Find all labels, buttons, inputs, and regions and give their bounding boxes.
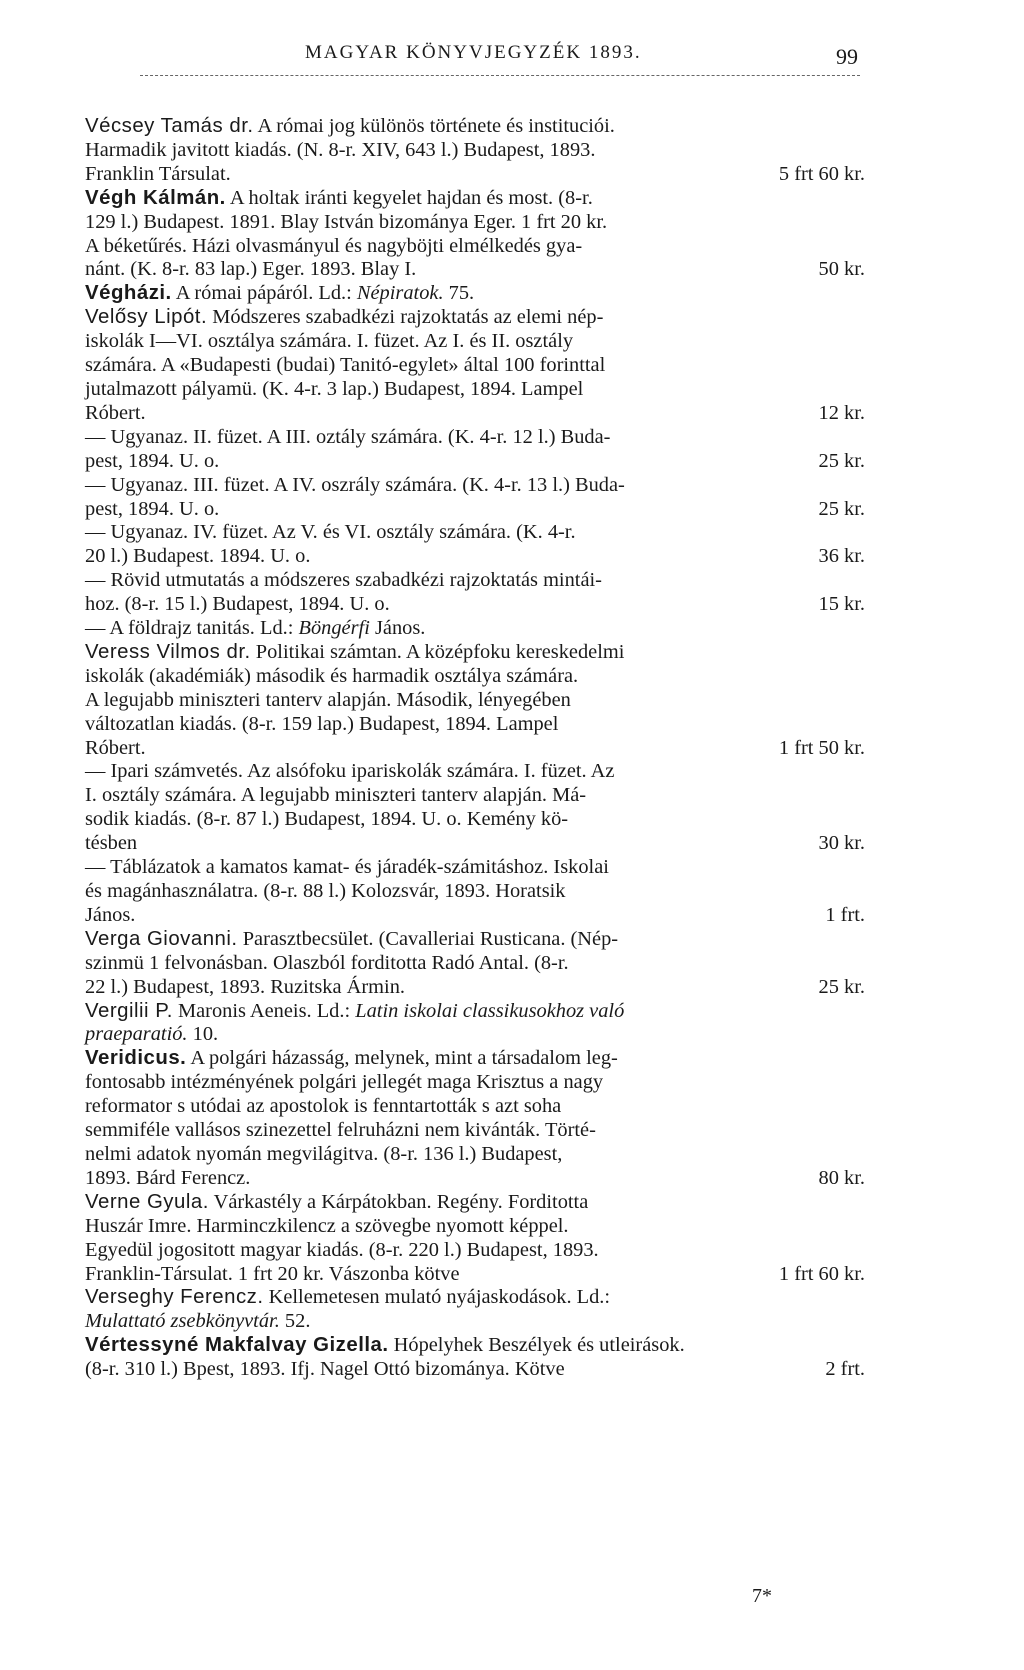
entry-text-tail: János. [369, 617, 426, 640]
entry-text: A római pápáról. Ld.: [171, 282, 357, 305]
entry-text-tail: 10. [187, 1023, 219, 1046]
text-line [85, 1191, 865, 1215]
entry-text: A polgári házasság, melynek, mint a társadalom leg- [186, 1047, 618, 1070]
text-line [85, 378, 865, 402]
text-line [85, 258, 865, 282]
entry-price: 30 kr. [818, 832, 865, 855]
entry-text: Politikai számtan. A középfoku kereskedelmi [250, 640, 625, 663]
text-line [85, 1143, 865, 1167]
text-line [85, 1023, 865, 1047]
signature-mark: 7* [752, 1585, 772, 1607]
text-line [85, 1358, 865, 1382]
entry-price: 36 kr. [818, 545, 865, 568]
text-line [85, 163, 865, 187]
text-line [85, 426, 865, 450]
entry-price: 2 frt. [825, 1358, 865, 1381]
entry-text: Hópelyhek Beszélyek és utleirások. [388, 1334, 685, 1357]
entry-author: Végh Kálmán. [85, 186, 226, 209]
text-line [85, 713, 865, 737]
entry-price: 25 kr. [818, 497, 865, 520]
text-line [85, 139, 865, 163]
text-line [85, 593, 865, 617]
entry-text: Franklin Társulat. [85, 162, 231, 185]
entry-reference: Mulattató zsebkönyvtár. [85, 1310, 280, 1333]
entry-reference: Népiratok. [356, 282, 444, 305]
entry-text: változatlan kiadás. (8-r. 159 lap.) Budapest, 1894. Lampel [85, 712, 559, 735]
entry-author: Vécsey Tamás dr. [85, 115, 254, 137]
entry-reference: praeparatió. [85, 1023, 188, 1046]
entry-reference: Böngérfi [298, 617, 370, 640]
text-line [85, 1047, 865, 1071]
text-line [85, 330, 865, 354]
entry-text: Parasztbecsület. (Cavalleriai Rusticana. (Nép- [237, 927, 619, 950]
entry-text: Róbert. [85, 736, 146, 759]
header-title: MAGYAR KÖNYVJEGYZÉK 1893. [305, 42, 642, 63]
entry-text: pest, 1894. U. o. [85, 497, 220, 520]
entry-text: I. osztály számára. A legujabb miniszteri tanterv alapján. Má- [85, 784, 587, 807]
entry-text: Franklin-Társulat. 1 frt 20 kr. Vászonba kötve [85, 1262, 460, 1285]
text-line [85, 689, 865, 713]
entry-price: 5 frt 60 kr. [778, 162, 865, 185]
entry-text: János. [85, 903, 136, 926]
entry-text: A római jog különös története és instituciói. [253, 115, 615, 137]
entry-text: hoz. (8-r. 15 l.) Budapest, 1894. U. o. [85, 593, 390, 616]
text-line [85, 115, 865, 139]
entry-text: fontosabb intézményének polgári jellegét maga Krisztus a nagy [85, 1071, 604, 1094]
text-line [85, 1000, 865, 1024]
text-line [85, 880, 865, 904]
entry-text: 22 l.) Budapest, 1893. Ruzitska Ármin. [85, 975, 405, 998]
text-line [85, 952, 865, 976]
text-line [85, 856, 865, 880]
text-line [85, 569, 865, 593]
text-line [85, 1286, 865, 1310]
entry-text: A béketűrés. Házi olvasmányul és nagyböjti elmélkedés gya- [85, 234, 583, 257]
entry-text-tail: 52. [279, 1310, 311, 1333]
entry-text: (8-r. 310 l.) Bpest, 1893. Ifj. Nagel Ottó bizománya. Kötve [85, 1358, 565, 1381]
entry-text: 1893. Bárd Ferencz. [85, 1166, 251, 1189]
entry-text: — Ugyanaz. III. füzet. A IV. oszrály számára. (K. 4-r. 13 l.) Buda- [85, 473, 625, 496]
entry-text: nánt. (K. 8-r. 83 lap.) Eger. 1893. Blay I. [85, 258, 417, 281]
text-line [85, 521, 865, 545]
entry-price: 25 kr. [818, 449, 865, 472]
text-line [85, 474, 865, 498]
text-line [85, 1095, 865, 1119]
entry-text-tail: 75. [443, 282, 475, 305]
entry-price: 1 frt 50 kr. [778, 736, 865, 759]
entry-author: Verga Giovanni. [85, 927, 238, 950]
text-line [85, 187, 865, 211]
text-line [85, 617, 865, 641]
entry-text: Várkastély a Kárpátokban. Regény. Forditotta [208, 1190, 589, 1213]
text-line [85, 641, 865, 665]
text-line [85, 1215, 865, 1239]
entry-text: 20 l.) Budapest. 1894. U. o. [85, 545, 311, 568]
entry-text: Kellemetesen mulató nyájaskodások. Ld.: [263, 1286, 611, 1309]
entry-text: pest, 1894. U. o. [85, 449, 220, 472]
entry-price: 1 frt. [825, 903, 865, 926]
entry-text: Módszeres szabadkézi rajzoktatás az elemi nép- [207, 306, 604, 329]
entry-text: — Ugyanaz. II. füzet. A III. oztály számára. (K. 4-r. 12 l.) Buda- [85, 425, 611, 448]
entry-author: Vergilii P. [85, 999, 173, 1022]
entry-text: — Táblázatok a kamatos kamat- és járadék-számitáshoz. Iskolai [85, 856, 609, 879]
entry-text: nelmi adatok nyomán megvilágitva. (8-r. 136 l.) Budapest, [85, 1142, 563, 1165]
entry-text: — Rövid utmutatás a módszeres szabadkézi rajzoktatás mintái- [85, 569, 602, 592]
entry-price: 15 kr. [818, 593, 865, 616]
entry-text: Huszár Imre. Harminczkilencz a szövegbe nyomott képpel. [85, 1214, 569, 1237]
entry-text: szinmü 1 felvonásban. Olaszból forditotta Radó Antal. (8-r. [85, 951, 569, 974]
entry-text: jutalmazott pályamü. (K. 4-r. 3 lap.) Budapest, 1894. Lampel [85, 377, 584, 400]
entry-price: 50 kr. [818, 258, 865, 281]
text-line [85, 498, 865, 522]
text-line [85, 1334, 865, 1358]
entry-text: — Ipari számvetés. Az alsófoku ipariskolák számára. I. füzet. Az [85, 760, 615, 783]
text-line [85, 282, 865, 306]
text-line [85, 235, 865, 259]
entry-text: és magánhasználatra. (8-r. 88 l.) Kolozsvár, 1893. Horatsik [85, 880, 566, 902]
entry-text: iskolák I—VI. osztálya számára. I. füzet. Az I. és II. osztály [85, 330, 574, 353]
entry-price: 12 kr. [818, 401, 865, 424]
text-line [85, 402, 865, 426]
text-line [85, 450, 865, 474]
text-line [85, 832, 865, 856]
text-line [85, 784, 865, 808]
text-line [85, 1263, 865, 1287]
entry-reference: Latin iskolai classikusokhoz való [355, 999, 625, 1022]
entry-author: Végházi. [85, 282, 172, 305]
entry-text: tésben [85, 832, 138, 855]
entry-text: Maronis Aeneis. Ld.: [172, 999, 356, 1022]
entry-text: A legujabb miniszteri tanterv alapján. Második, lényegében [85, 688, 571, 711]
entry-author: Velősy Lipót. [85, 306, 208, 329]
entry-author: Verne Gyula. [85, 1190, 209, 1213]
entry-text: A holtak iránti kegyelet hajdan és most. (8-r. [225, 186, 593, 209]
entry-price: 80 kr. [818, 1166, 865, 1189]
text-line [85, 306, 865, 330]
text-line [85, 928, 865, 952]
page-number: 99 [836, 44, 858, 69]
entry-author: Veress Vilmos dr. [85, 640, 251, 663]
text-line [85, 760, 865, 784]
entry-text: — A földrajz tanitás. Ld.: [85, 617, 299, 640]
text-line [85, 545, 865, 569]
catalog-entries [85, 115, 865, 1382]
text-line [85, 1167, 865, 1191]
entry-price: 1 frt 60 kr. [778, 1262, 865, 1285]
text-line [85, 808, 865, 832]
entry-text: Harmadik javitott kiadás. (N. 8-r. XIV, 643 l.) Budapest, 1893. [85, 138, 596, 161]
text-line [85, 354, 865, 378]
entry-text: — Ugyanaz. IV. füzet. Az V. és VI. osztály számára. (K. 4-r. [85, 521, 576, 544]
text-line [85, 211, 865, 235]
entry-price: 25 kr. [818, 975, 865, 998]
entry-text: semmiféle vallásos szinezettel felruházni nem kivánták. Törté- [85, 1119, 596, 1142]
text-line [85, 904, 865, 928]
entry-author: Veridicus. [85, 1047, 187, 1070]
entry-text: Róbert. [85, 401, 146, 424]
entry-text: 129 l.) Budapest. 1891. Blay István bizománya Eger. 1 frt 20 kr. [85, 210, 608, 233]
entry-text: reformator s utódai az apostolok is fenntartották s azt soha [85, 1095, 562, 1118]
text-line [85, 665, 865, 689]
entry-author: Verseghy Ferencz. [85, 1286, 264, 1309]
entry-text: számára. A «Budapesti (budai) Tanitó-egylet» által 100 forinttal [85, 354, 606, 377]
entry-text: sodik kiadás. (8-r. 87 l.) Budapest, 1894. U. o. Kemény kö- [85, 808, 569, 831]
text-line [85, 1239, 865, 1263]
text-line [85, 1310, 865, 1334]
text-line [85, 1071, 865, 1095]
entry-text: iskolák (akadémiák) második és harmadik osztálya számára. [85, 664, 579, 687]
text-line [85, 976, 865, 1000]
header-rule [140, 75, 860, 76]
entry-author: Vértessyné Makfalvay Gizella. [85, 1334, 389, 1357]
running-header [95, 38, 858, 68]
entry-text: Egyedül jogositott magyar kiadás. (8-r. 220 l.) Budapest, 1893. [85, 1238, 599, 1261]
text-line [85, 737, 865, 761]
text-line [85, 1119, 865, 1143]
